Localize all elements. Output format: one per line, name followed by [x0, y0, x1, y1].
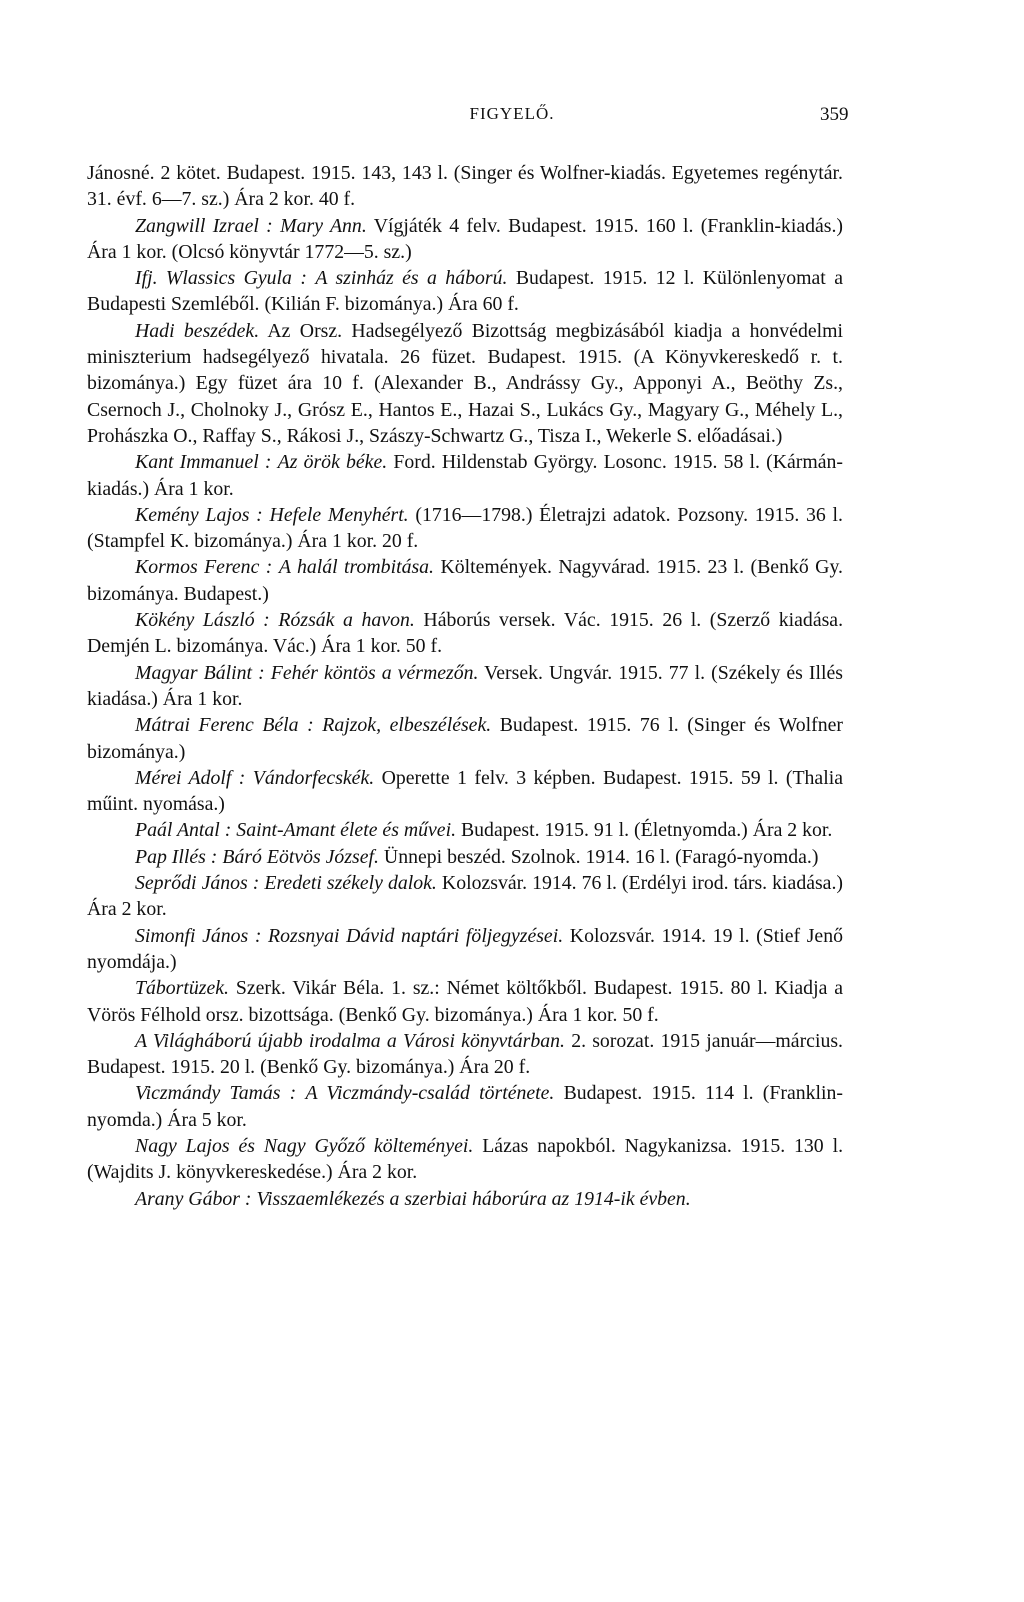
entry-title: Mary Ann.	[280, 214, 367, 237]
list-item	[87, 870, 843, 923]
entry-title: Hefele Menyhért.	[269, 503, 409, 526]
list-item	[87, 817, 843, 843]
entry-details: Budapest. 1915. 12 l. Különlenyomat a Budapesti Szemléből. (Kilián F. bizománya.) Ára 60 f.	[87, 267, 843, 316]
list-item	[87, 449, 843, 502]
entry-details: Jánosné. 2 kötet. Budapest. 1915. 143, 143 l. (Singer és Wolfner-kiadás. Egyetemes regénytár. 31. évf. 6—7. sz.) Ára 2 kor. 40 f.	[87, 162, 843, 211]
list-item	[87, 712, 843, 765]
entry-author: Simonfi János :	[135, 924, 262, 947]
list-item	[87, 1080, 843, 1133]
entry-title: Rozsnyai Dávid naptári följegyzései.	[268, 924, 564, 947]
list-item	[87, 975, 843, 1028]
bibliography-list	[87, 160, 843, 1212]
list-item	[87, 923, 843, 976]
list-item	[87, 1186, 843, 1212]
entry-title: Eredeti székely dalok.	[264, 872, 437, 895]
entry-details: Háborús versek. Vác. 1915. 26 l. (Szerző kiadása. Demjén L. bizománya. Vác.) Ára 1 kor. 50 f.	[87, 609, 844, 658]
entry-details: Ünnepi beszéd. Szolnok. 1914. 16 l. (Faragó-nyomda.)	[383, 845, 819, 868]
list-item	[87, 765, 843, 818]
list-item	[87, 660, 843, 713]
entry-details: Budapest. 1915. 91 l. (Életnyomda.) Ára 2 kor.	[460, 819, 833, 842]
entry-title: A Világháború újabb irodalma a Városi könyvtárban.	[135, 1029, 565, 1052]
entry-author: Kökény László :	[135, 609, 270, 632]
entry-author: Kant Immanuel :	[135, 451, 272, 474]
entry-author: Nagy Lajos és Nagy Győző	[135, 1134, 366, 1157]
entry-title: Fehér köntös a vérmezőn.	[270, 661, 479, 684]
entry-author: Paál Antal :	[135, 819, 232, 842]
page-number: 359	[820, 104, 849, 125]
entry-title: Az örök béke.	[277, 451, 388, 474]
entry-details: Vígjáték 4 felv. Budapest. 1915. 160 l. (Franklin-kiadás.) Ára 1 kor. (Olcsó könyvtár 1772—5. sz.)	[87, 214, 843, 263]
entry-details: Budapest. 1915. 76 l. (Singer és Wolfner bizománya.)	[87, 714, 843, 763]
list-item	[87, 1133, 843, 1186]
list-item	[87, 844, 843, 870]
entry-title: Báró Eötvös József.	[222, 845, 379, 868]
entry-author: Mátrai Ferenc Béla :	[135, 714, 314, 737]
entry-title: A halál trombitása.	[278, 556, 434, 579]
entry-title: Vándorfecskék.	[252, 766, 375, 789]
entry-author: Magyar Bálint :	[135, 661, 265, 684]
entry-author: Arany Gábor :	[135, 1187, 252, 1210]
entry-author: Ifj. Wlassics Gyula :	[135, 267, 307, 290]
entry-details: Kolozsvár. 1914. 19 l. (Stief Jenő nyomdája.)	[87, 924, 843, 973]
entry-details: Kolozsvár. 1914. 76 l. (Erdélyi irod. társ. kiadása.) Ára 2 kor.	[87, 872, 843, 921]
list-item	[87, 265, 843, 318]
entry-details: Költemények. Nagyvárad. 1915. 23 l. (Benkő Gy. bizománya. Budapest.)	[87, 556, 844, 605]
entry-author: Seprődi János :	[135, 872, 260, 895]
list-item	[87, 318, 843, 449]
list-item	[87, 502, 843, 555]
entry-title: A szinház és a háború.	[315, 267, 508, 290]
entry-details: 2. sorozat. 1915 január—március. Budapest. 1915. 20 l. (Benkő Gy. bizománya.) Ára 20 f.	[87, 1029, 843, 1079]
entry-title: Visszaemlékezés a szerbiai háborúra az 1914-ik évben.	[256, 1187, 691, 1210]
entry-author: Kemény Lajos :	[135, 503, 263, 526]
entry-title: A Viczmándy-család története.	[305, 1082, 555, 1105]
entry-details: Versek. Ungvár. 1915. 77 l. (Székely és Illés kiadása.) Ára 1 kor.	[87, 661, 843, 710]
entry-title: Rózsák a havon.	[278, 609, 415, 632]
entry-author: Zangwill Izrael :	[135, 214, 273, 237]
list-item	[87, 607, 843, 660]
entry-details: Budapest. 1915. 114 l. (Franklin-nyomda.) Ára 5 kor.	[87, 1082, 843, 1131]
entry-details: Az Orsz. Hadsegélyező Bizottság megbizásából kiadja a honvédelmi miniszterium hadsegélyező hivatala. 26 füzet. Budapest. 1915. (A Könyvkereskedő r. t. bizománya.) Egy füzet ára 10 f. (Alexander B., Andrássy Gy., Apponyi A., Beöthy Zs., Csernoch J., Cholnoky J., Grósz E., Hantos E., Hazai S., Lukács Gy., Magyary G., Méhely L., Prohászka O., Raffay S., Rákosi J., Szászy-Schwartz G., Tisza I., Wekerle S. előadásai.)	[87, 319, 844, 447]
list-item	[87, 554, 843, 607]
entry-details: Operette 1 felv. 3 képben. Budapest. 1915. 59 l. (Thalia műint. nyomása.)	[87, 766, 843, 816]
entry-details: Ford. Hildenstab György. Losonc. 1915. 58 l. (Kármán-kiadás.) Ára 1 kor.	[87, 451, 844, 500]
entry-author: Kormos Ferenc :	[135, 556, 273, 579]
entry-details: Szerk. Vikár Béla. 1. sz.: Német költőkből. Budapest. 1915. 80 l. Kiadja a Vörös Félhold orsz. bizottsága. (Benkő Gy. bizománya.) Ára 1 kor. 50 f.	[87, 977, 843, 1026]
entry-details: (1716—1798.) Életrajzi adatok. Pozsony. 1915. 36 l. (Stampfel K. bizománya.) Ára 1 kor. 20 f.	[87, 503, 843, 553]
running-head: FIGYELŐ.	[469, 104, 555, 123]
entry-title: Hadi beszédek.	[135, 319, 260, 342]
entry-title: Saint-Amant élete és művei.	[236, 819, 457, 842]
list-item	[87, 160, 843, 213]
entry-details: Lázas napokból. Nagykanizsa. 1915. 130 l. (Wajdits J. könyvkereskedése.) Ára 2 kor.	[87, 1134, 844, 1184]
entry-title: költeményei.	[373, 1134, 474, 1157]
entry-author: Mérei Adolf :	[135, 766, 246, 789]
entry-author: Viczmándy Tamás :	[135, 1082, 297, 1105]
entry-author: Pap Illés :	[135, 845, 218, 868]
entry-title: Tábortüzek.	[135, 977, 229, 1000]
list-item	[87, 1028, 843, 1081]
entry-title: Rajzok, elbeszélések.	[322, 714, 492, 737]
list-item	[87, 213, 843, 266]
